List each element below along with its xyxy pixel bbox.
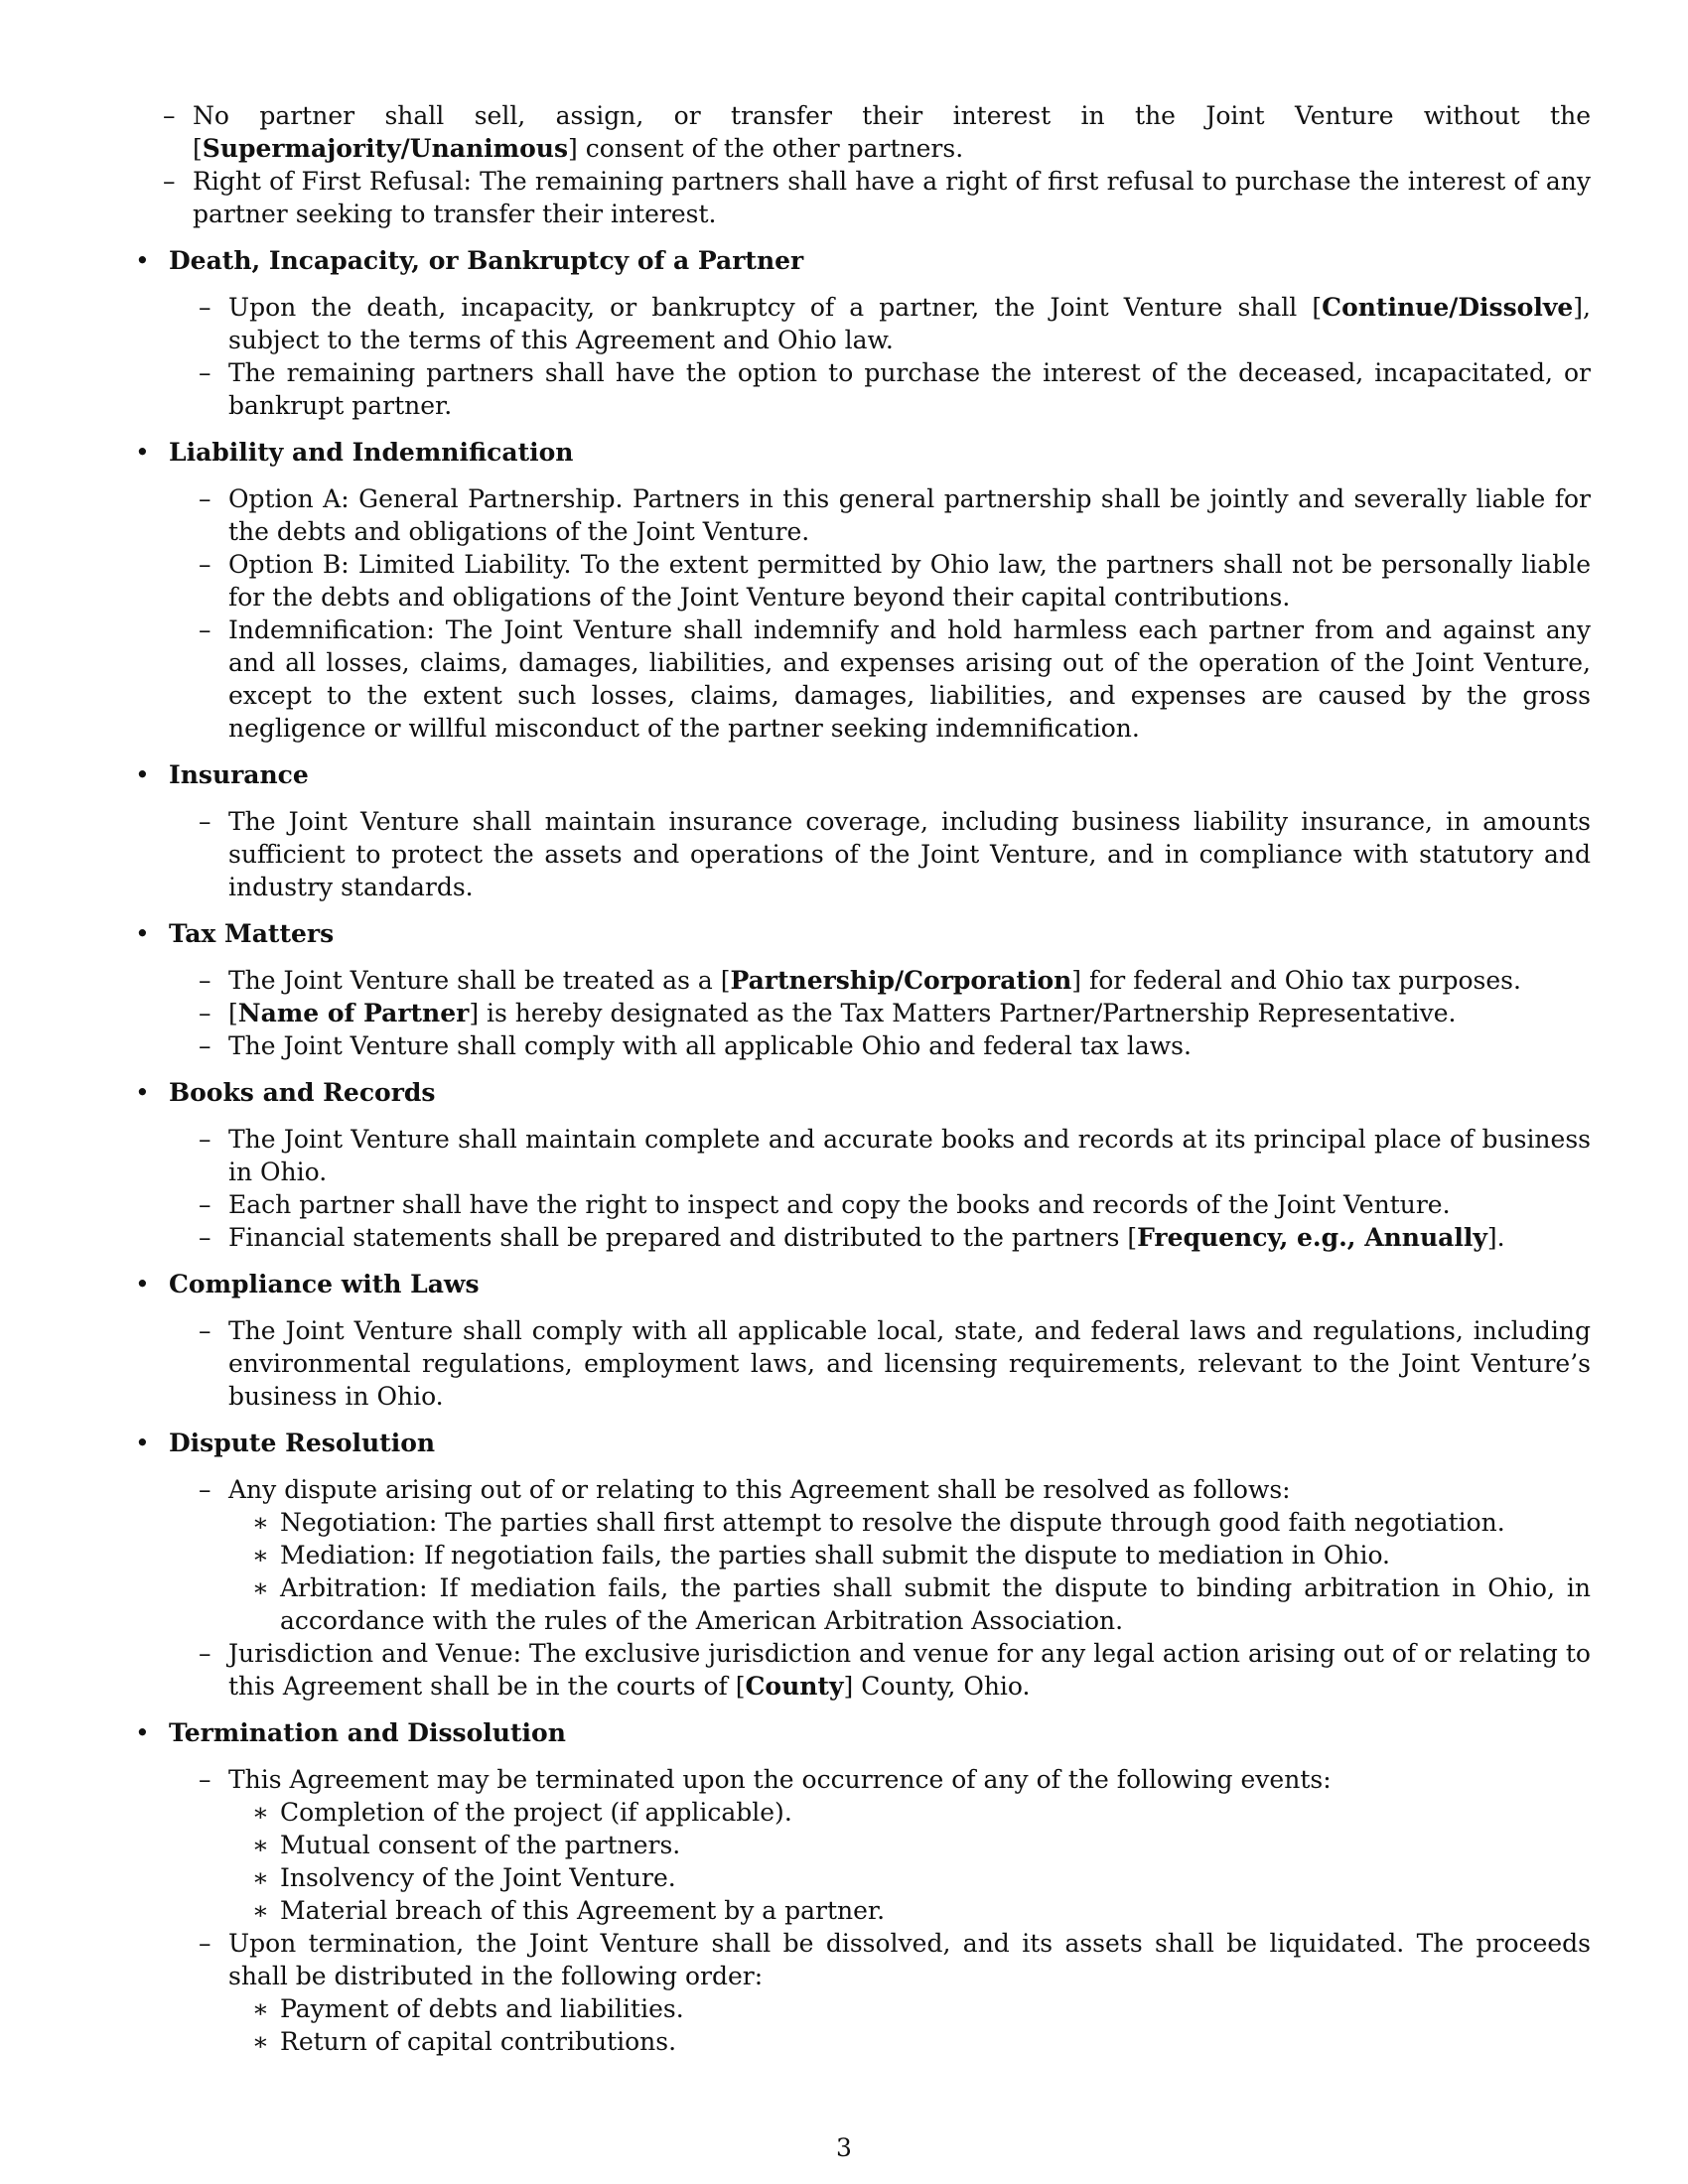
section-heading: • Books and Records xyxy=(169,1078,436,1107)
clause-text: No partner shall sell, assign, or transfer their interest in the Joint Venture without the [ xyxy=(193,101,1591,163)
section-insurance xyxy=(133,758,1591,903)
clause-list xyxy=(169,1314,1591,1413)
section-books-and-records xyxy=(133,1076,1591,1254)
clause-text: Indemnification: The Joint Venture shall indemnify and hold harmless each partner from and against any and all losses, claims, damages, liabilities, and expenses arising out of the operation of the Joint Venture, except to the extent such losses, claims, damages, liabilities, and expenses are caused by the gross negligence or willful misconduct of the partner seeking indemnification. xyxy=(228,615,1591,743)
clause-item xyxy=(228,548,1591,614)
sub-clause-item: ∗ Arbitration: If mediation fails, the parties shall submit the dispute to binding arbitration in Ohio, in accordance with the rules of the American Arbitration Association. xyxy=(280,1571,1591,1637)
clause-text: Option A: General Partnership. Partners in this general partnership shall be jointly and severally liable for the debts and obligations of the Joint Venture. xyxy=(228,484,1591,546)
clause-item xyxy=(228,1637,1591,1703)
clause-text: Right of First Refusal: The remaining partners shall have a right of first refusal to purchase the interest of any partner seeking to transfer their interest. xyxy=(193,167,1591,228)
clause-text: Upon termination, the Joint Venture shall be dissolved, and its assets shall be liquidated. The proceeds shall be distributed in the following order: xyxy=(228,1929,1591,1990)
page-number: 3 xyxy=(836,2133,852,2162)
placeholder-field: Partnership/Corporation xyxy=(730,966,1072,995)
transfer-restrictions-list xyxy=(193,99,1591,230)
section-heading: • Death, Incapacity, or Bankruptcy of a Partner xyxy=(169,246,804,275)
clause-item xyxy=(228,1123,1591,1188)
clause-item xyxy=(228,356,1591,422)
clause-item xyxy=(228,1763,1591,1927)
clause-text: Any dispute arising out of or relating to this Agreement shall be resolved as follows: xyxy=(228,1475,1291,1504)
clause-list xyxy=(169,964,1591,1062)
clause-list xyxy=(169,1123,1591,1254)
sub-clause-list xyxy=(228,1506,1591,1637)
clause-text: ] is hereby designated as the Tax Matters Partner/Partnership Representative. xyxy=(469,999,1457,1027)
sub-clause-list xyxy=(228,1796,1591,1927)
clause-item xyxy=(228,964,1591,997)
clause-text: Each partner shall have the right to inspect and copy the books and records of the Joint Venture. xyxy=(228,1190,1451,1219)
clause-text: This Agreement may be terminated upon the occurrence of any of the following events: xyxy=(228,1765,1332,1794)
clause-item xyxy=(228,1221,1591,1254)
clause-text: Option B: Limited Liability. To the extent permitted by Ohio law, the partners shall not be personally liable for the debts and obligations of the Joint Venture beyond their capital contributions. xyxy=(228,550,1591,612)
clause-item xyxy=(228,291,1591,356)
clause-text: ]. xyxy=(1486,1223,1505,1252)
sub-clause-list xyxy=(228,1992,1591,2058)
sub-clause-item: ∗ Return of capital contributions. xyxy=(280,2025,1591,2058)
section-tax-matters xyxy=(133,917,1591,1062)
clause-item xyxy=(228,1029,1591,1062)
placeholder-field: Name of Partner xyxy=(237,999,470,1027)
clause-text: The Joint Venture shall be treated as a [ xyxy=(228,966,731,995)
placeholder-field: County xyxy=(745,1672,844,1701)
clause-text: The Joint Venture shall comply with all applicable local, state, and federal laws and regulations, including environmental regulations, employment laws, and licensing requirements, relevant to the Joint Venture’s business in Ohio. xyxy=(228,1316,1591,1411)
clause-text: ] for federal and Ohio tax purposes. xyxy=(1071,966,1521,995)
clause-item xyxy=(228,805,1591,903)
clause-text: Upon the death, incapacity, or bankruptcy of a partner, the Joint Venture shall [ xyxy=(228,293,1323,322)
clause-list xyxy=(169,1473,1591,1703)
clause-item xyxy=(228,1314,1591,1413)
section-heading: • Tax Matters xyxy=(169,919,335,948)
clause-list xyxy=(169,291,1591,422)
clause-text: The Joint Venture shall maintain insurance coverage, including business liability insurance, in amounts sufficient to protect the assets and operations of the Joint Venture, and in compliance with statutory and industry standards. xyxy=(228,807,1591,901)
section-list xyxy=(133,244,1591,2058)
section-heading: • Compliance with Laws xyxy=(169,1270,480,1298)
clause-text: The remaining partners shall have the option to purchase the interest of the deceased, incapacitated, or bankrupt partner. xyxy=(228,358,1591,420)
sub-clause-item: ∗ Mutual consent of the partners. xyxy=(280,1829,1591,1861)
sub-clause-item: ∗ Material breach of this Agreement by a partner. xyxy=(280,1894,1591,1927)
clause-text: ] consent of the other partners. xyxy=(568,134,964,163)
sub-clause-item: ∗ Payment of debts and liabilities. xyxy=(280,1992,1591,2025)
clause-text: ] County, Ohio. xyxy=(843,1672,1031,1701)
clause-text: Financial statements shall be prepared and distributed to the partners [ xyxy=(228,1223,1138,1252)
clause-item xyxy=(228,614,1591,745)
section-liability-and-indemnification xyxy=(133,436,1591,745)
section-heading: • Insurance xyxy=(169,760,309,789)
clause-text: Jurisdiction and Venue: The exclusive jurisdiction and venue for any legal action arising out of or relating to this Agreement shall be in the courts of [ xyxy=(228,1639,1591,1701)
clause-list xyxy=(169,805,1591,903)
clause-item xyxy=(193,99,1591,165)
clause-list xyxy=(169,1763,1591,2058)
placeholder-field: Supermajority/Unanimous xyxy=(202,134,569,163)
sub-clause-item: ∗ Completion of the project (if applicable). xyxy=(280,1796,1591,1829)
section-heading: • Liability and Indemnification xyxy=(169,438,574,467)
clause-text: The Joint Venture shall maintain complete and accurate books and records at its principal place of business in Ohio. xyxy=(228,1125,1591,1186)
clause-item xyxy=(228,1188,1591,1221)
section-heading: • Termination and Dissolution xyxy=(169,1718,566,1747)
continued-list xyxy=(133,99,1591,230)
document-body xyxy=(133,99,1591,2058)
clause-text: The Joint Venture shall comply with all applicable Ohio and federal tax laws. xyxy=(228,1031,1192,1060)
section-compliance-with-laws xyxy=(133,1268,1591,1413)
clause-item xyxy=(228,997,1591,1029)
placeholder-field: Continue/Dissolve xyxy=(1322,293,1574,322)
clause-item xyxy=(193,165,1591,230)
placeholder-field: Frequency, e.g., Annually xyxy=(1137,1223,1487,1252)
section-dispute-resolution xyxy=(133,1427,1591,1703)
section-termination-and-dissolution xyxy=(133,1716,1591,2058)
clause-text: ], subject to the terms of this Agreement and Ohio law. xyxy=(228,293,1591,354)
sub-clause-item: ∗ Mediation: If negotiation fails, the parties shall submit the dispute to mediation in Ohio. xyxy=(280,1539,1591,1571)
clause-item xyxy=(228,1473,1591,1637)
clause-item xyxy=(228,482,1591,548)
section-heading: • Dispute Resolution xyxy=(169,1429,436,1457)
clause-item xyxy=(228,1927,1591,2058)
sub-clause-item: ∗ Insolvency of the Joint Venture. xyxy=(280,1861,1591,1894)
clause-text: [ xyxy=(228,999,238,1027)
sub-clause-item: ∗ Negotiation: The parties shall first attempt to resolve the dispute through good faith negotiation. xyxy=(280,1506,1591,1539)
clause-list xyxy=(169,482,1591,745)
section-death-incapacity-or-bankruptcy-of-a-partner xyxy=(133,244,1591,422)
